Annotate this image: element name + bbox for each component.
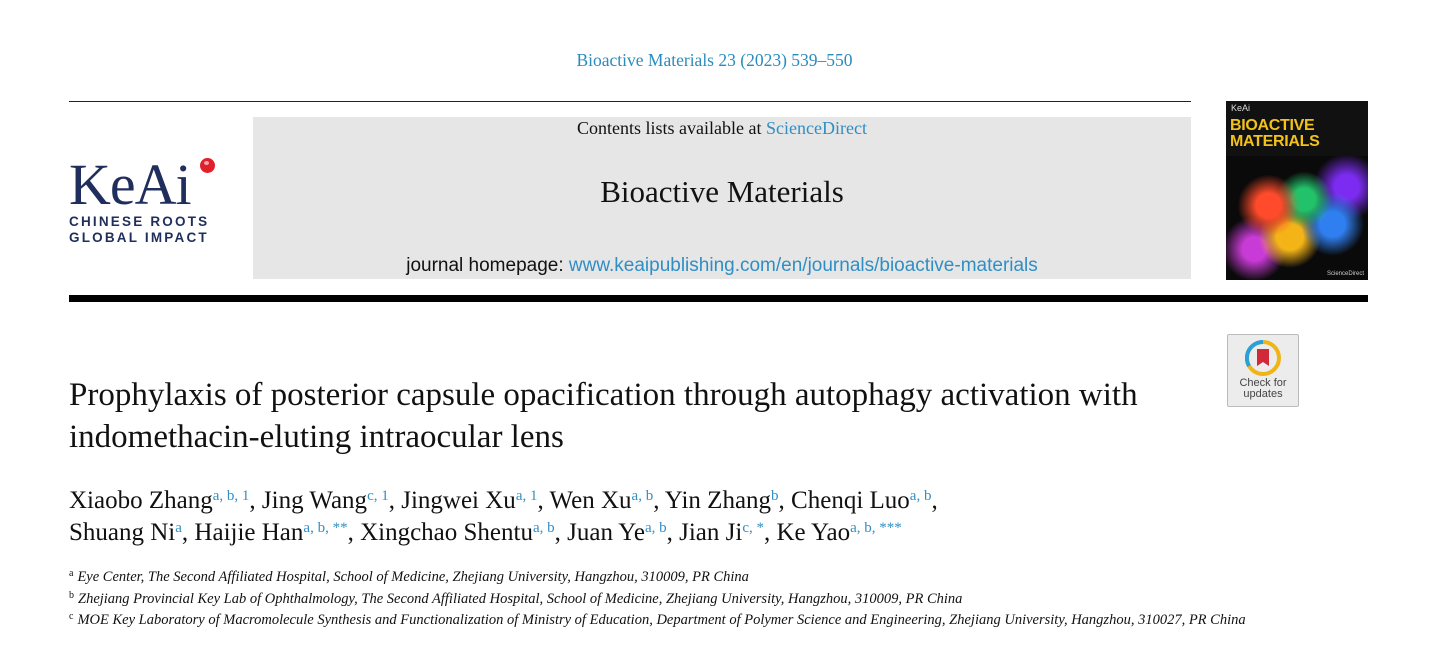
contents-line — [253, 118, 1191, 139]
author-affiliation-marks[interactable]: a, b — [532, 520, 555, 536]
author-affiliation-marks[interactable]: a, b, ** — [303, 520, 348, 536]
author[interactable]: Wen Xu$^{a, b}$ — [549, 487, 654, 514]
author[interactable]: Haijie Han$^{a, b, **}$ — [194, 519, 348, 546]
affiliation-text: Zhejiang Provincial Key Lab of Ophthalmology, The Second Affiliated Hospital, School of Medicine, Zhejiang University, Hangzhou, 310009, PR China — [78, 590, 963, 607]
crossmark-icon — [1245, 340, 1281, 376]
journal-name: Bioactive Materials — [600, 174, 844, 209]
author[interactable]: Xiaobo Zhang$^{a, b, 1}$ — [69, 487, 250, 514]
author[interactable]: Jian $Ji^{c, *}$ — [679, 519, 764, 546]
cover-footer: ScienceDirect — [1326, 271, 1364, 277]
author-affiliation-marks[interactable]: c, * — [742, 520, 764, 536]
journal-cover-image[interactable] — [1226, 101, 1368, 280]
check-for-updates-label: Check for updates — [1239, 377, 1287, 400]
affiliation-mark: b — [69, 589, 74, 601]
author[interactable]: Jing Wang$^{c, 1}$ — [261, 487, 389, 514]
affiliation-text: Eye Center, The Second Affiliated Hospital, School of Medicine, Zhejiang University, Hangzhou, 310009, PR China — [77, 569, 749, 585]
author-affiliation-marks[interactable]: a, b, *** — [850, 520, 902, 536]
author-affiliation-marks[interactable]: a, b, 1 — [212, 488, 250, 504]
author[interactable]: Jingwei Xu$^{a, 1}$ — [401, 487, 538, 514]
check-for-updates-button[interactable] — [1227, 334, 1299, 407]
homepage-prefix: journal homepage: — [406, 255, 569, 276]
affiliation-mark: c — [69, 611, 74, 622]
author-affiliation-marks[interactable]: c, 1 — [367, 488, 389, 504]
logo-tagline-1: CHINESE ROOTS — [69, 214, 210, 229]
affiliation-text: MOE Key Laboratory of Macromolecule Synthesis and Functionalization of Ministry of Education, Department of Polymer Science and Engineering, Zhejiang University, Hangzhou, 310027, PR China — [77, 612, 1246, 628]
author-affiliation-marks[interactable]: a, b — [909, 488, 932, 504]
logo-tagline-2: GLOBAL IMPACT — [69, 230, 209, 245]
logo-wordmark: KeAi — [69, 156, 239, 214]
author-affiliation-marks[interactable]: a, b — [631, 488, 654, 504]
logo-red-dot-icon — [200, 158, 215, 173]
author-affiliation-marks[interactable]: a — [175, 520, 182, 536]
cover-publisher: KeAi — [1231, 103, 1251, 113]
author-list: Xiaobo Zhang$^{a, b, 1}$, Jing Wang$^{c, 1}$, Jingwei Xu$^{a, 1}$, Wen Xu$^{a, b}$, Yin Zhang$^b$, Chenqi Luo$^{a, b}$, Shuang Ni$^a$, Haijie Han$^{a, b, **}$, Xingchao Shentu$^{a, b}$, Juan Ye$^{a, b}$, Jian $Ji^{c, *}$, Ke Yao$^{a, b, ***}$ — [69, 487, 938, 546]
affiliation-item — [69, 610, 1249, 632]
author[interactable]: Yin Zhang$^b$ — [664, 487, 779, 514]
author[interactable]: Ke Yao$^{a, b, ***}$ — [776, 519, 902, 546]
homepage-line — [253, 255, 1191, 277]
keai-logo — [69, 152, 239, 246]
author[interactable]: Juan Ye$^{a, b}$ — [567, 519, 667, 546]
article-title: Prophylaxis of posterior capsule opacification through autophagy activation with indomethacin-eluting intraocular lens — [69, 377, 1138, 455]
author[interactable]: Chenqi Luo$^{a, b}$ — [791, 487, 932, 514]
homepage-link[interactable]: www.keaipublishing.com/en/journals/bioactive-materials — [568, 255, 1038, 276]
journal-citation[interactable] — [0, 50, 1429, 71]
citation-link[interactable]: Bioactive Materials 23 (2023) 539–550 — [576, 50, 853, 70]
sciencedirect-link[interactable]: ScienceDirect — [766, 118, 867, 138]
header-rule — [69, 101, 1191, 102]
affiliation-mark: a — [69, 568, 74, 579]
cover-title: BIOACTIVE MATERIALS — [1230, 117, 1320, 150]
cover-artwork — [1226, 156, 1368, 280]
author-affiliation-marks[interactable]: a, b — [644, 520, 667, 536]
contents-prefix: Contents lists available at — [577, 118, 766, 138]
affiliation-item — [69, 589, 1249, 611]
author-affiliation-marks[interactable]: a, 1 — [515, 488, 538, 504]
header-thick-rule — [69, 295, 1368, 302]
affiliation-list — [69, 567, 1249, 632]
author[interactable]: Xingchao Shentu$^{a, b}$ — [360, 519, 555, 546]
author[interactable]: Shuang Ni$^a$ — [69, 519, 182, 546]
affiliation-item — [69, 567, 1249, 589]
journal-banner — [253, 117, 1191, 279]
author-affiliation-marks[interactable]: b — [771, 488, 779, 504]
